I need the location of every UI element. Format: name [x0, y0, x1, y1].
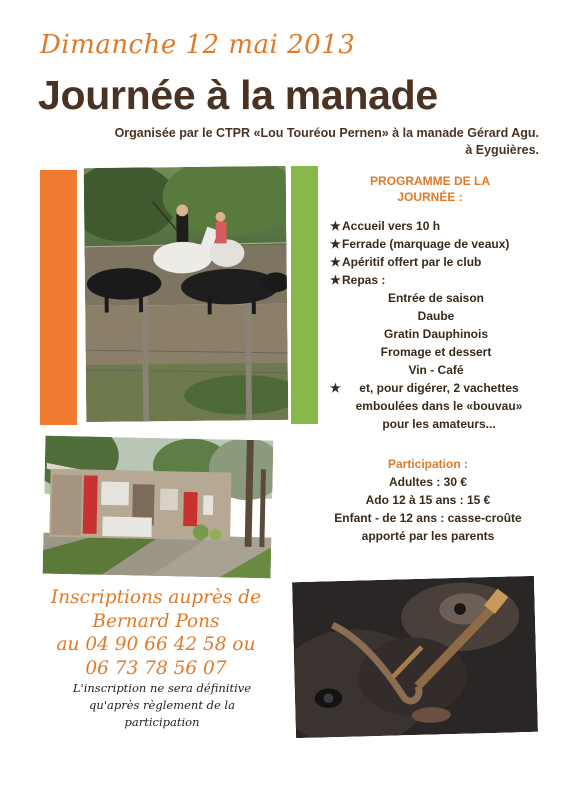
inscriptions-line-1: Inscriptions auprès de: [50, 587, 262, 608]
programme-item: [330, 253, 530, 271]
subtitle-line-1: Organisée par le CTPR «Lou Touréou Pernen» à la manade Gérard Agu.: [114, 126, 539, 140]
programme-heading: [330, 173, 530, 205]
vachettes-line-3: pour les amateurs...: [382, 417, 496, 431]
page-title: Journée à la manade: [38, 72, 438, 118]
star-icon: ★: [330, 273, 341, 287]
programme-item: [330, 235, 530, 253]
vachettes-line-1: et, pour digérer, 2 vachettes: [359, 381, 519, 395]
organizer-subtitle: [59, 125, 539, 159]
programme-list: [330, 217, 530, 289]
vachettes-line-2: emboulées dans le «bouvau»: [355, 399, 523, 413]
programme-heading-line-1: PROGRAMME DE LA: [370, 174, 490, 188]
note-line-1: L'inscription ne sera définitive: [72, 681, 252, 695]
programme-item: [330, 217, 530, 235]
event-date: Dimanche 12 mai 2013: [40, 30, 356, 60]
note-line-2: qu'après règlement de la: [89, 698, 235, 712]
meal-item: Vin - Café: [408, 363, 464, 377]
meal-menu-list: [342, 289, 530, 379]
registration-note: [50, 680, 274, 731]
programme-section: [330, 173, 530, 433]
programme-item-vachettes: [330, 379, 530, 433]
inscriptions-contact-name: Bernard Pons: [92, 610, 220, 632]
inscriptions-phone-2: 06 73 78 56 07: [85, 657, 227, 679]
inscriptions-phone-1: au 04 90 66 42 58 ou: [56, 634, 256, 655]
programme-item-text: Apéritif offert par le club: [342, 255, 482, 269]
green-decor-bar: [291, 166, 318, 424]
participation-price-list: [318, 473, 538, 545]
photo-manade-building: [41, 434, 276, 581]
programme-item-text: Accueil vers 10 h: [342, 219, 441, 233]
price-item: apporté par les parents: [361, 529, 495, 543]
inscriptions-contact: [36, 586, 276, 680]
programme-item: [330, 271, 530, 289]
programme-item-text: Repas :: [342, 273, 386, 287]
note-line-3: participation: [124, 715, 200, 729]
photo-ferrade-horses: [82, 164, 291, 424]
star-icon: ★: [330, 237, 341, 251]
price-item: Enfant - de 12 ans : casse-croûte: [334, 511, 522, 525]
meal-item: Daube: [417, 309, 455, 323]
star-icon: ★: [330, 381, 341, 395]
participation-section: [318, 455, 538, 545]
meal-item: Fromage et dessert: [380, 345, 492, 359]
meal-item: Gratin Dauphinois: [383, 327, 488, 341]
programme-item-text: [348, 379, 530, 433]
star-icon: ★: [330, 219, 341, 233]
star-icon: ★: [330, 255, 341, 269]
programme-item-text: Ferrade (marquage de veaux): [342, 237, 510, 251]
price-item: Adultes : 30 €: [388, 475, 468, 489]
subtitle-line-2: à Eyguières.: [465, 143, 539, 157]
meal-item: Entrée de saison: [387, 291, 485, 305]
programme-heading-line-2: JOURNÉE :: [397, 190, 463, 204]
photo-bull-branding-iron: [290, 574, 540, 740]
participation-heading: Participation :: [387, 457, 468, 471]
orange-decor-bar: [40, 170, 77, 425]
price-item: Ado 12 à 15 ans : 15 €: [365, 493, 491, 507]
